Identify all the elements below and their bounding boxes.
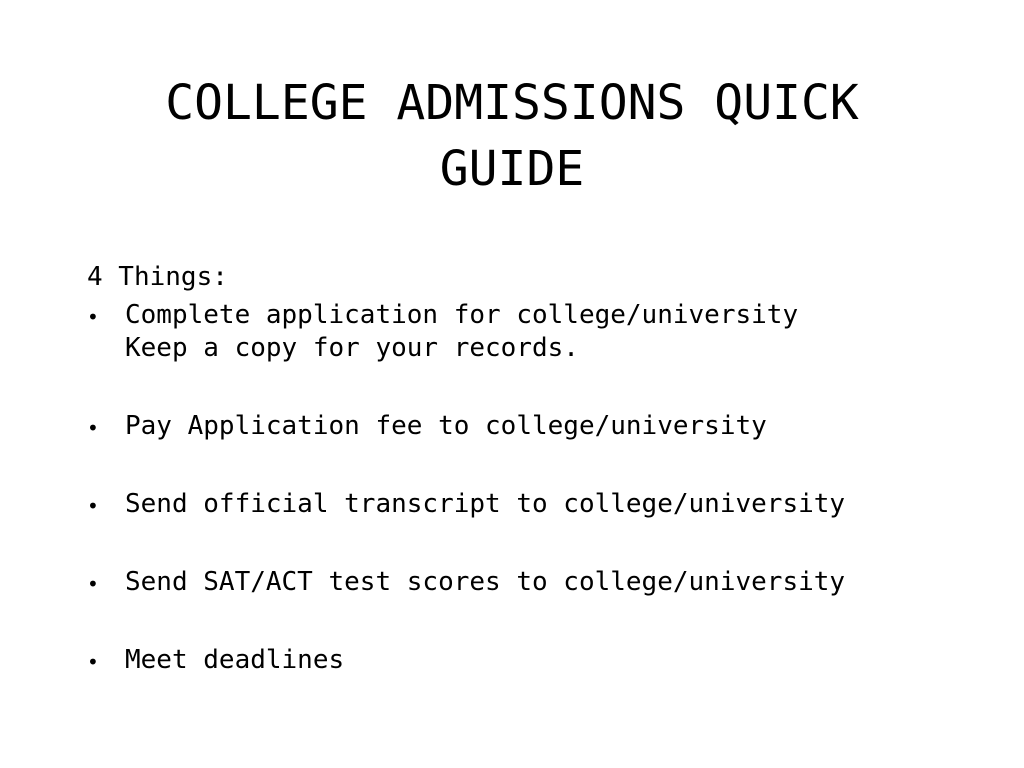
list-item-text: Pay Application fee to college/university — [125, 411, 767, 441]
intro-text: 4 Things: — [87, 262, 228, 292]
slide-title-line-2: GUIDE — [439, 141, 585, 197]
bullet-icon: • — [87, 650, 99, 674]
bullet-icon: • — [87, 494, 99, 518]
list-item — [87, 644, 947, 677]
slide-title-line-1: COLLEGE ADMISSIONS QUICK — [165, 75, 859, 131]
bullet-icon: • — [87, 305, 99, 329]
list-item-text: Complete application for college/university — [125, 300, 799, 330]
bullet-list — [87, 299, 947, 677]
list-item — [87, 488, 947, 521]
list-item-text: Send SAT/ACT test scores to college/university — [125, 567, 846, 597]
list-item-text: Send official transcript to college/university — [125, 489, 846, 519]
slide-content — [87, 257, 947, 677]
list-item-text: Meet deadlines — [125, 645, 345, 675]
slide-title — [60, 70, 964, 202]
bullet-icon: • — [87, 572, 99, 596]
bullet-icon: • — [87, 416, 99, 440]
list-item — [87, 410, 947, 443]
list-item — [87, 566, 947, 599]
list-item — [87, 299, 947, 365]
list-item-text: Keep a copy for your records. — [125, 333, 579, 363]
